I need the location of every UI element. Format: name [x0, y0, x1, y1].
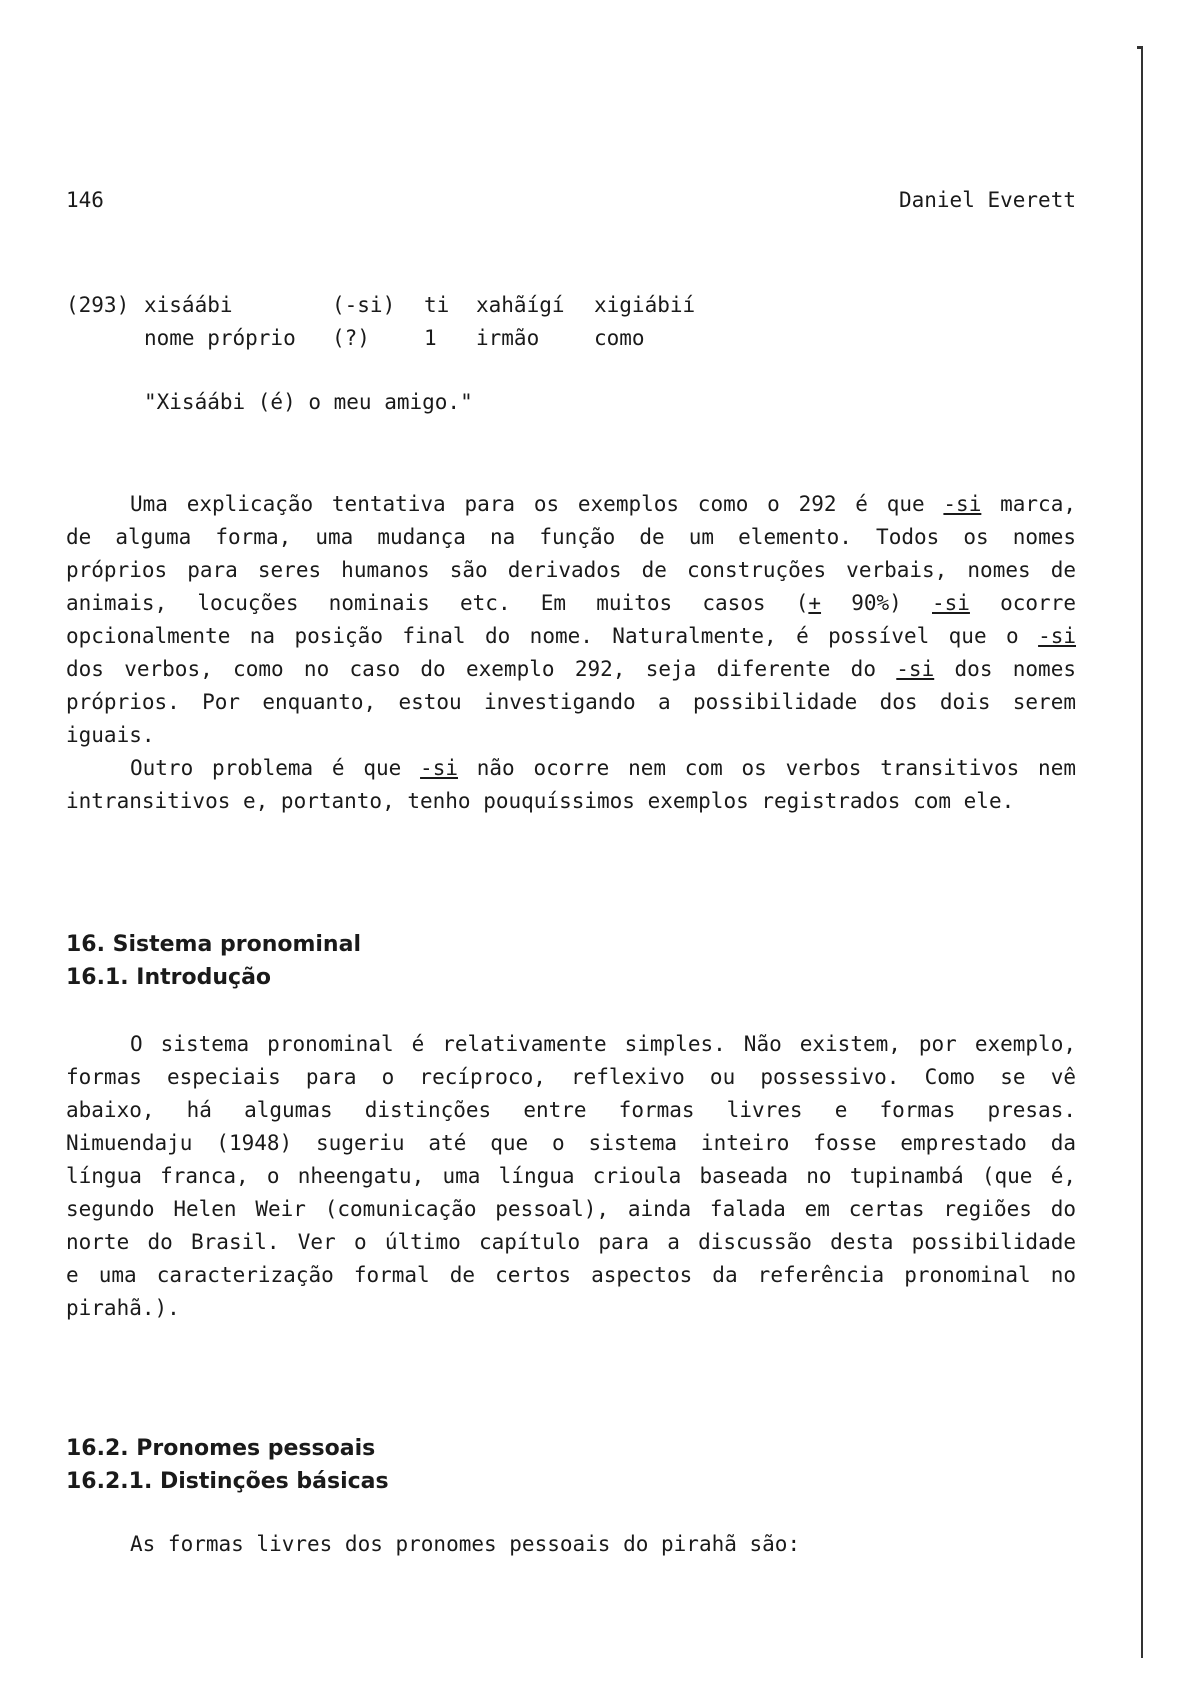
section-title: 16. Sistema pronominal — [66, 932, 361, 957]
text-line: pirahã.). — [66, 1296, 180, 1320]
text-line: As formas livres dos pronomes pessoais do pirahã são: — [130, 1532, 801, 1556]
text-line: intransitivos e, portanto, tenho pouquíssimos exemplos registrados com ele. — [66, 789, 1015, 813]
section-subtitle: 16.1. Introdução — [66, 965, 272, 990]
text-line: de alguma forma, uma mudança na função de um elemento. Todos os nomes — [66, 525, 1076, 549]
example-gloss: (?) — [332, 325, 370, 350]
text-line: próprios para seres humanos são derivados de construções verbais, nomes de — [66, 558, 1076, 582]
paragraph-explanation — [66, 488, 1076, 818]
section-subtitle: 16.2.1. Distinções básicas — [66, 1469, 389, 1494]
section-heading — [66, 928, 361, 994]
text-line: língua franca, o nheengatu, uma língua crioula baseada no tupinambá (que é, — [66, 1164, 1076, 1188]
example-glosses-row — [66, 321, 714, 354]
paragraph-free-forms — [66, 1528, 1076, 1561]
text-line: animais, locuções nominais etc. Em muitos casos (+ 90%) -si ocorre — [66, 591, 1076, 615]
section-title: 16.2. Pronomes pessoais — [66, 1436, 376, 1461]
page-number: 146 — [66, 188, 104, 212]
section-heading — [66, 1432, 389, 1498]
interlinear-example — [66, 288, 714, 354]
example-word: xahãígí — [476, 292, 565, 317]
text-line: Uma explicação tentativa para os exemplos como o 292 é que -si marca, — [130, 492, 1076, 516]
text-line: norte do Brasil. Ver o último capítulo para a discussão desta possibilidade — [66, 1230, 1076, 1254]
example-gloss: nome próprio — [144, 325, 296, 350]
text-line: O sistema pronominal é relativamente simples. Não existem, por exemplo, — [130, 1032, 1076, 1056]
example-word: (-si) — [332, 292, 396, 317]
text-line: Outro problema é que -si não ocorre nem com os verbos transitivos nem — [130, 756, 1076, 780]
text-line: próprios. Por enquanto, estou investigando a possibilidade dos dois serem — [66, 690, 1076, 714]
text-line: iguais. — [66, 723, 155, 747]
page-header — [66, 188, 1076, 212]
text-line: e uma caracterização formal de certos aspectos da referência pronominal no — [66, 1263, 1076, 1287]
example-number: (293) — [66, 292, 130, 317]
example-word: xisáábi — [144, 292, 233, 317]
running-author: Daniel Everett — [898, 188, 1076, 212]
example-translation: "Xisáábi (é) o meu amigo." — [144, 390, 473, 414]
example-words-row — [66, 288, 714, 321]
example-gloss: como — [594, 325, 645, 350]
text-line: dos verbos, como no caso do exemplo 292, seja diferente do -si dos nomes — [66, 657, 1076, 681]
text-line: abaixo, há algumas distinções entre formas livres e formas presas. — [66, 1098, 1076, 1122]
example-word: xigiábií — [594, 292, 696, 317]
text-line: formas especiais para o recíproco, reflexivo ou possessivo. Como se vê — [66, 1065, 1076, 1089]
example-word: ti — [424, 292, 450, 317]
text-line: opcionalmente na posição final do nome. Naturalmente, é possível que o -si — [66, 624, 1076, 648]
example-gloss: 1 — [424, 325, 437, 350]
text-line: Nimuendaju (1948) sugeriu até que o sistema inteiro fosse emprestado da — [66, 1131, 1076, 1155]
text-line: segundo Helen Weir (comunicação pessoal), ainda falada em certas regiões do — [66, 1197, 1076, 1221]
page-edge-line — [1141, 48, 1143, 1658]
example-gloss: irmão — [476, 325, 540, 350]
paragraph-introduction — [66, 1028, 1076, 1325]
